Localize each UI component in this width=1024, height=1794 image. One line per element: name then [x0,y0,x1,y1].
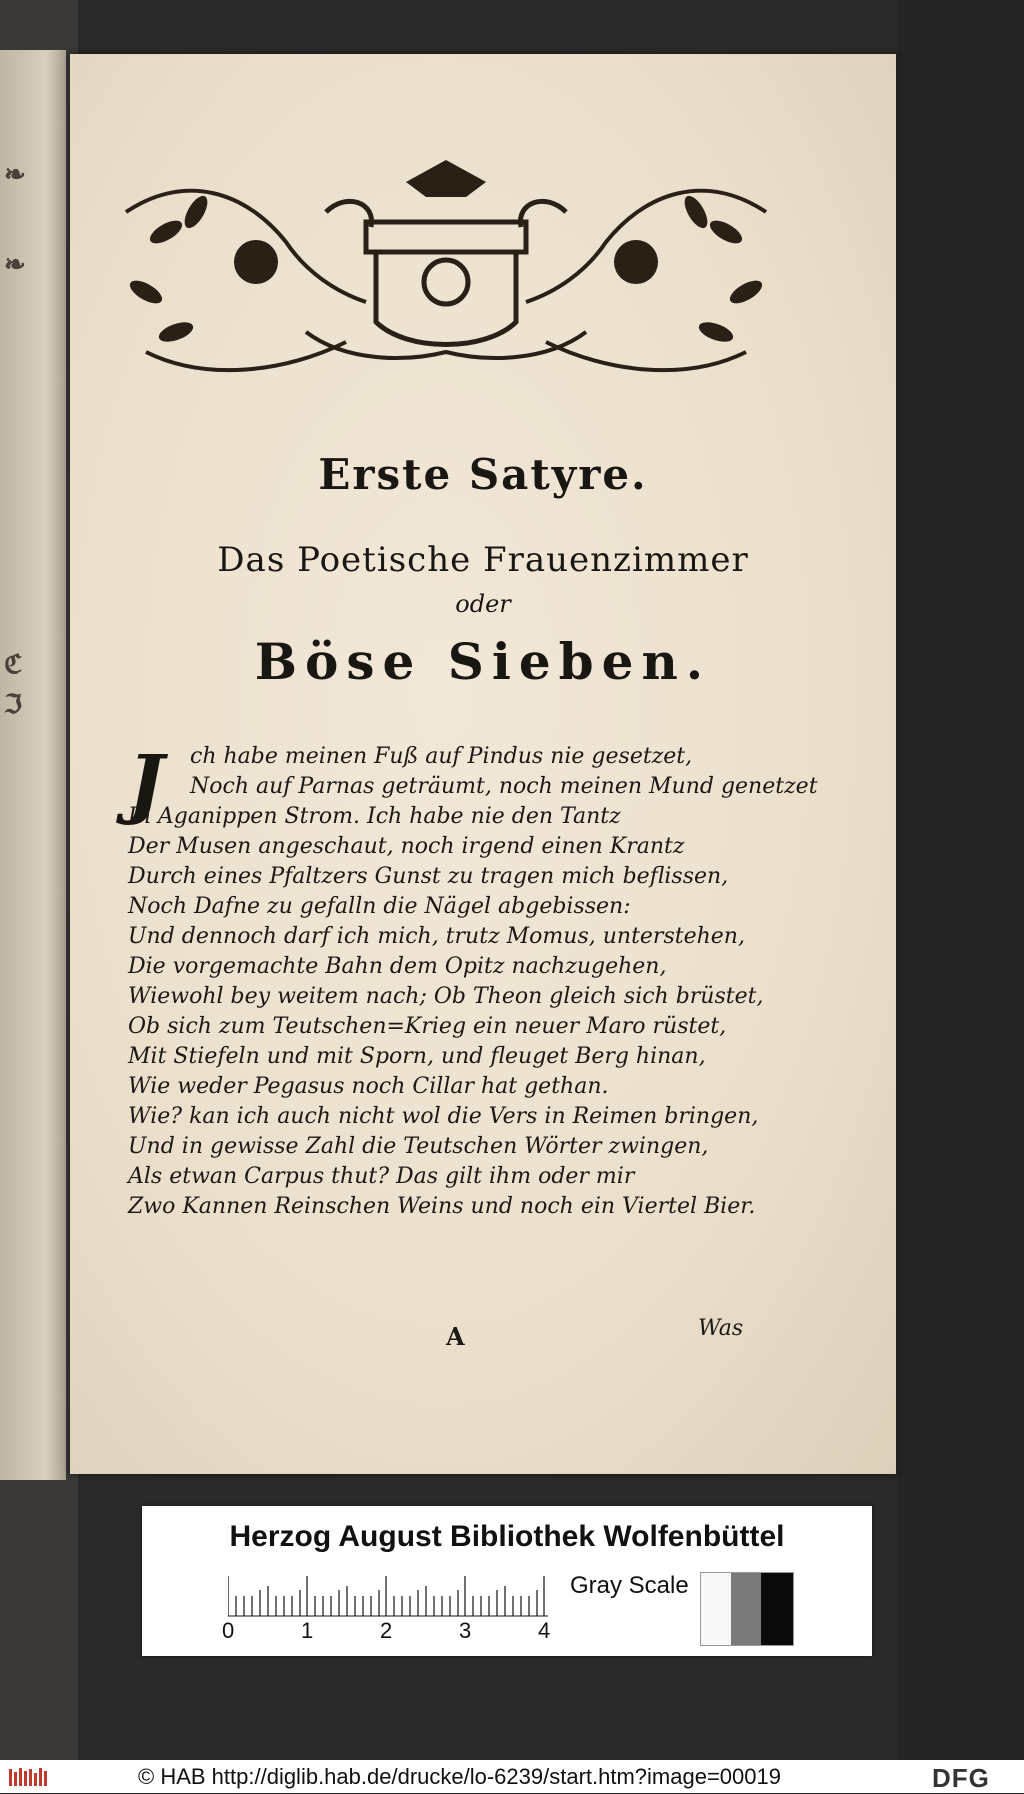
prev-page-glyph: ❧ [4,160,26,190]
prev-page-glyph: ℭ [4,650,23,680]
footer-url[interactable]: © HAB http://diglib.hab.de/drucke/lo-6239/start.htm?image=00019 [138,1764,781,1789]
library-name: Herzog August Bibliothek Wolfenbüttel [229,1520,785,1553]
poem-line: Und in gewisse Zahl die Teutschen Wörter zwingen, [128,1134,709,1159]
poem-line: Und dennoch darf ich mich, trutz Momus, unterstehen, [128,924,745,949]
poem-line: Die vorgemachte Bahn dem Opitz nachzugehen, [128,954,667,979]
poem-line: Wie weder Pegasus noch Cillar hat gethan. [128,1074,609,1099]
subtitle-secondary: Böse Sieben. [254,632,712,691]
prev-page-glyph: ❧ [4,250,26,280]
poem-line: Noch auf Parnas geträumt, noch meinen Mund genetzet [190,774,818,799]
footer-bar [0,1760,1024,1793]
poem-line: Zwo Kannen Reinschen Weins und noch ein Viertel Bier. [128,1194,756,1219]
library-label-card [142,1506,872,1656]
hab-logo-icon [8,1766,48,1788]
scale-number: 2 [380,1618,393,1643]
scale-number: 0 [222,1618,235,1643]
poem-line: Wiewohl bey weitem nach; Ob Theon gleich sich brüstet, [128,984,764,1009]
poem-line: Ob sich zum Teutschen=Krieg ein neuer Maro rüstet, [128,1014,727,1039]
subtitle: Das Poetische Frauenzimmer [217,540,749,580]
signature-mark: A [446,1322,465,1351]
ornament-headpiece [106,152,786,392]
scale-number: 1 [301,1618,314,1643]
swatch-gray [731,1573,761,1645]
swatch-black [761,1573,793,1645]
prev-page-glyph: ℑ [4,690,23,720]
poem-line: Der Musen angeschaut, noch irgend einen Krantz [128,834,685,859]
dfg-logo: DFG [932,1763,990,1793]
poem-line: Wie? kan ich auch nicht wol die Vers in Reimen bringen, [128,1104,759,1129]
poem-line: Mit Stiefeln und mit Sporn, und fleuget Berg hinan, [128,1044,706,1069]
ruler-scale [228,1568,548,1618]
poem-line: ch habe meinen Fuß auf Pindus nie gesetzet, [190,744,693,769]
scale-number: 3 [459,1618,472,1643]
page-title: Erste Satyre. [318,450,648,499]
swatch-white [701,1573,731,1645]
catchword: Was [698,1316,744,1341]
grayscale-swatches [700,1572,794,1646]
previous-page-edge [0,50,66,1480]
conjunction: oder [455,590,511,618]
poem-line: In Aganippen Strom. Ich habe nie den Tantz [128,804,621,829]
poem-line: Durch eines Pfaltzers Gunst zu tragen mich beflissen, [128,864,729,889]
poem-line: Als etwan Carpus thut? Das gilt ihm oder mir [128,1164,635,1189]
background-right [898,0,1024,1760]
book-page [70,54,896,1474]
grayscale-label: Gray Scale [570,1572,689,1599]
scale-number: 4 [538,1618,551,1643]
drop-cap: J [128,738,164,827]
poem-line: Noch Dafne zu gefalln die Nägel abgebissen: [128,894,631,919]
